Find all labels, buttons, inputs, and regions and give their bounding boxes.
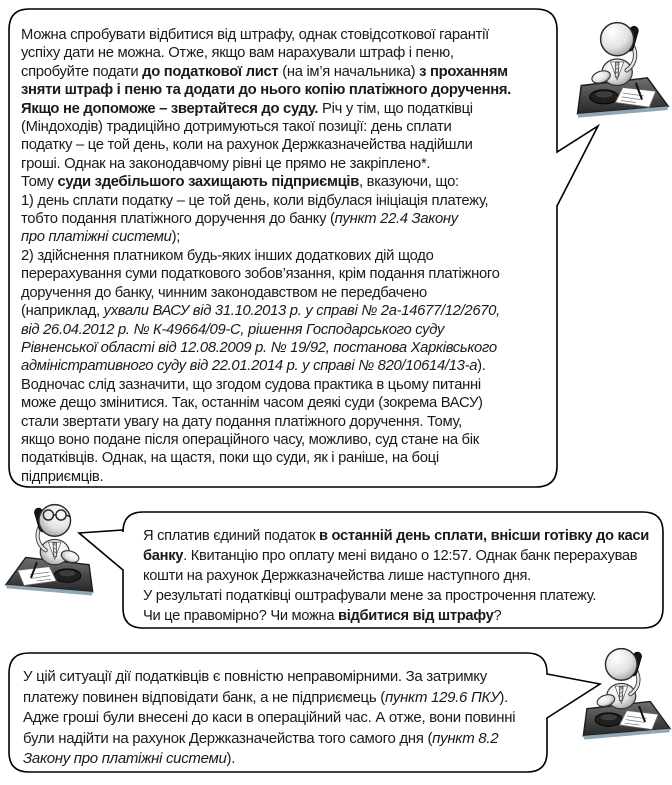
text-line: перерахування суми податкового зобов’язання, крім подання платіжного: [21, 266, 500, 283]
text-line: У результаті податківці оштрафували мене за прострочення платежу.: [143, 588, 597, 604]
text-line: зняти штраф і пеню та додати до нього копію платіжного доручення.: [21, 82, 511, 99]
advisor-character-bottom: [574, 640, 672, 744]
clerk-on-phone-writing-icon: [568, 12, 672, 124]
text-line: податку – це той день, коли на рахунок Держказначейства надійшли: [21, 137, 473, 154]
answer-bubble-short: [8, 650, 608, 780]
text-line: Якщо не допоможе – звертайтеся до суду. Річ у тім, що податківці: [21, 100, 473, 117]
text-line: кошти на рахунок Держказначейства лише наступного дня.: [143, 568, 531, 584]
text-line: може дещо змінитися. Так, останнім часом деякі суди (зокрема ВАСУ): [21, 395, 483, 412]
text-line: Я сплатив єдиний податок в останній день сплати, внісши готівку до каси: [143, 528, 650, 544]
text-line: Рівненської області від 12.08.2009 р. № 19/92, постанова Харківського: [21, 339, 497, 356]
text-line: Чи це правомірно? Чи можна відбитися від штрафу?: [143, 608, 502, 624]
text-line: були надійти на рахунок Держказначейства того самого дня (пункт 8.2: [23, 729, 499, 747]
text-line: платежу повинен відповідати банк, а не підприємець (пункт 129.6 ПКУ).: [23, 688, 508, 706]
clerk-on-phone-writing-icon: [574, 640, 672, 744]
text-line: від 26.04.2012 р. № К-49664/09-С, рішення Господарського суду: [21, 321, 445, 338]
text-line: адміністративного суду від 22.01.2014 р. у справі № 820/10614/13-а).: [21, 358, 486, 375]
text-line: Закону про платіжні системи).: [23, 750, 236, 768]
question-bubble: [75, 505, 672, 630]
text-line: доручення до банку, чинним законодавством не передбачено: [21, 284, 427, 301]
text-line: У цій ситуації дії податківців є повністю неправомірними. За затримку: [23, 668, 487, 685]
text-line: Адже гроші були внесені до каси в операційний час. А отже, вони повинні: [23, 709, 516, 727]
text-line: (Міндоходів) традиційно дотримуються такої позиції: день сплати: [21, 119, 452, 136]
text-line: Тому суди здебільшого захищають підприємців, вказуючи, що:: [21, 174, 459, 191]
text-line: 1) день сплати податку – це той день, коли відбулася ініціація платежу,: [21, 192, 489, 209]
text-line: підприємців.: [21, 468, 104, 485]
answer-short-text: [23, 667, 539, 770]
text-line: успіху дати не можна. Отже, якщо вам нарахували штраф і пеню,: [21, 45, 454, 62]
text-line: 2) здійснення платником будь-яких інших додаткових дій щодо: [21, 247, 434, 264]
text-line: банку. Квитанцію про оплату мені видано о 12:57. Однак банк перерахував: [143, 548, 638, 564]
answer-main-text: [21, 26, 545, 486]
text-line: податківців. Однак, на щастя, поки що суди, як і раніше, на боці: [21, 450, 439, 467]
text-line: гроші. Однак на законодавчому рівні це прямо не закріплено*.: [21, 155, 431, 172]
text-line: Можна спробувати відбитися від штрафу, однак стовідсоткової гарантії: [21, 27, 489, 43]
text-line: якщо воно подане після операційного часу, можливо, суд стане на бік: [21, 431, 479, 448]
asker-character: [2, 496, 102, 600]
text-line: тобто подання платіжного доручення до банку (пункт 22.4 Закону: [21, 211, 458, 228]
text-line: спробуйте подати до податкової лист (на ім’я начальника) з проханням: [21, 63, 508, 80]
question-text: [143, 526, 655, 626]
text-line: про платіжні системи);: [21, 229, 181, 246]
text-line: (наприклад, ухвали ВАСУ від 31.10.2013 р. у справі № 2а-14677/12/2670,: [21, 303, 500, 320]
advisor-character-top: [568, 12, 672, 124]
text-line: стали звертати увагу на дату подання платіжного доручення. Тому,: [21, 413, 462, 430]
clerk-with-glasses-on-phone-icon: [2, 496, 102, 600]
answer-bubble-main: [8, 8, 608, 488]
text-line: Водночас слід зазначити, що згодом судова практика в цьому питанні: [21, 376, 481, 393]
